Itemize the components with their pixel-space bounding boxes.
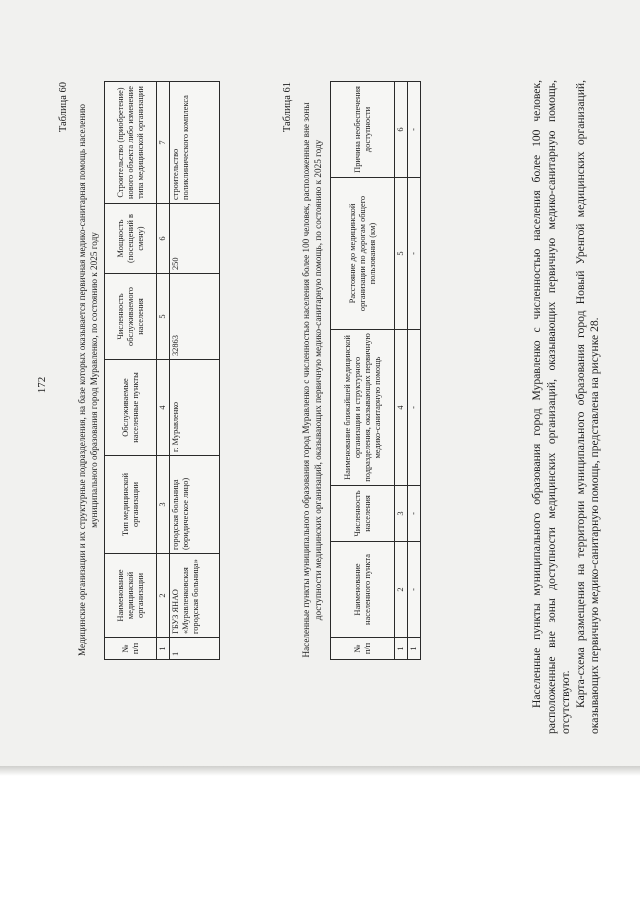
table-61-header: Расстояние до медицинской организации по дорогам общего пользования (км): [331, 178, 395, 330]
column-number: 6: [395, 82, 408, 178]
table-cell: 1: [170, 638, 220, 660]
page-number: 172: [36, 376, 48, 394]
table-61-header-row: [331, 82, 395, 660]
table-61-header: Наименование населенного пункта: [331, 542, 395, 638]
table-60-header: Строительство (приобретение) нового объекта либо изменение типа медицинской организации: [105, 82, 157, 204]
table-61-header: Численность населения: [331, 486, 395, 542]
column-number: 3: [157, 456, 170, 554]
table-cell: -: [408, 542, 421, 638]
column-number: 4: [157, 360, 170, 456]
table-60-caption: Медицинские организации и их структурные подразделения, на базе которых оказывается первичная медико-санитарная помощь населению муниципального образования город Муравленко, по состоянию к 2025 году: [77, 104, 99, 657]
table-cell: -: [408, 486, 421, 542]
table-61-column-numbers: [395, 82, 408, 660]
table-row: [408, 82, 421, 660]
table-60-header: Наименование медицинской организации: [105, 554, 157, 638]
table-cell: городская больница (юридическое лицо): [170, 456, 220, 554]
paragraph-no-population-outside-zone: Населенные пункты муниципального образования город Муравленко с численностью населения более 100 человек, расположенные вне зоны доступности медицинских организаций, оказывающих первичную медико-санитарную помощь, отсутствуют.: [530, 80, 572, 734]
table-61-header: Наименование ближайшей медицинской организации и структурного подразделения, оказывающих первичную медико-санитарную помощь: [331, 330, 395, 486]
table-cell: -: [408, 330, 421, 486]
column-number: 5: [157, 274, 170, 360]
table-cell: 1: [408, 638, 421, 660]
column-number: 6: [157, 204, 170, 274]
table-61-caption: Населенные пункты муниципального образования город Муравленко с численностью населения более 100 человек, расположенные вне зоны доступности медицинских организаций, оказывающих первичную медико-санитарную помощь, по состоянию к 2025 году: [301, 102, 323, 658]
column-number: 2: [395, 542, 408, 638]
table-cell: 32863: [170, 274, 220, 360]
table-60-label: Таблица 60: [58, 82, 69, 133]
table-60-header-row: [105, 82, 157, 660]
column-number: 7: [157, 82, 170, 204]
table-61-header: № п/п: [331, 638, 395, 660]
table-60-header: № п/п: [105, 638, 157, 660]
table-row: [170, 82, 220, 660]
table-60-header: Тип медицинской организации: [105, 456, 157, 554]
table-61-header: Причина необеспечения доступности: [331, 82, 395, 178]
column-number: 3: [395, 486, 408, 542]
table-cell: строительство поликлинического комплекса: [170, 82, 220, 204]
table-cell: г. Муравленко: [170, 360, 220, 456]
table-61-label: Таблица 61: [282, 82, 293, 133]
table-cell: ГБУЗ ЯНАО «Муравленковская городская больница»: [170, 554, 220, 638]
table-60: [104, 81, 220, 660]
table-cell: -: [408, 82, 421, 178]
table-60-header: Численность обслуживаемого населения: [105, 274, 157, 360]
column-number: 2: [157, 554, 170, 638]
column-number: 4: [395, 330, 408, 486]
table-cell: 250: [170, 204, 220, 274]
scan-edge-shadow: [0, 766, 640, 776]
table-60-column-numbers: [157, 82, 170, 660]
column-number: 1: [395, 638, 408, 660]
table-61: [330, 81, 421, 660]
body-text: [530, 80, 603, 734]
column-number: 1: [157, 638, 170, 660]
table-cell: -: [408, 178, 421, 330]
table-60-header: Мощность (посещений в смену): [105, 204, 157, 274]
table-60-header: Обслуживаемые населенные пункты: [105, 360, 157, 456]
column-number: 5: [395, 178, 408, 330]
paragraph-map-reference: Карта-схема размещения на территории муниципального образования город Новый Уренгой медицинских организаций, оказывающих первичную медико-санитарную помощь, представлена на рисунке 28.: [573, 80, 601, 734]
